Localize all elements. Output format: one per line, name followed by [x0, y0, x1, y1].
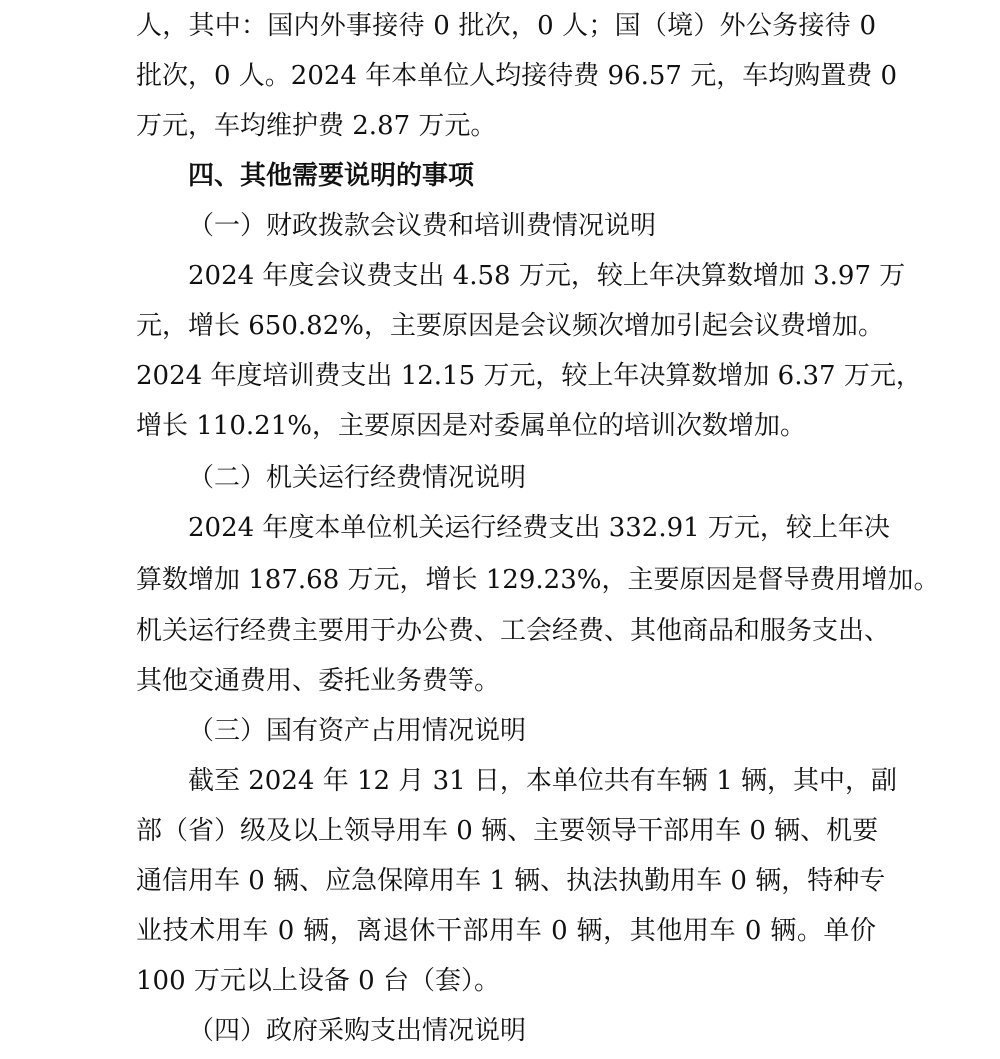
paragraph-line: 元，增长 650.82%，主要原因是会议频次增加引起会议费增加。: [136, 311, 884, 341]
paragraph-line: 增长 110.21%，主要原因是对委属单位的培训次数增加。: [136, 411, 806, 441]
paragraph-line: 机关运行经费主要用于办公费、工会经费、其他商品和服务支出、: [136, 616, 891, 646]
section-heading: 四、其他需要说明的事项: [188, 161, 475, 191]
paragraph-line: 截至 2024 年 12 月 31 日，本单位共有车辆 1 辆，其中，副: [188, 766, 897, 796]
subsection-heading: （四）政府采购支出情况说明: [188, 1016, 527, 1046]
subsection-heading: （三）国有资产占用情况说明: [188, 716, 527, 746]
paragraph-line: 2024 年度会议费支出 4.58 万元，较上年决算数增加 3.97 万: [188, 261, 906, 291]
paragraph-line: 2024 年度本单位机关运行经费支出 332.91 万元，较上年决: [188, 513, 890, 543]
paragraph-line: 部（省）级及以上领导用车 0 辆、主要领导干部用车 0 辆、机要: [136, 816, 879, 846]
paragraph-line: 算数增加 187.68 万元，增长 129.23%，主要原因是督导费用增加。: [136, 565, 940, 595]
paragraph-line: 通信用车 0 辆、应急保障用车 1 辆、执法执勤用车 0 辆，特种专: [136, 866, 886, 896]
subsection-heading: （二）机关运行经费情况说明: [188, 463, 527, 493]
paragraph-line: 批次，0 人。2024 年本单位人均接待费 96.57 元，车均购置费 0: [136, 61, 898, 91]
paragraph-line: 其他交通费用、委托业务费等。: [136, 666, 501, 696]
paragraph-line: 万元，车均维护费 2.87 万元。: [136, 111, 497, 141]
paragraph-line: 100 万元以上设备 0 台（套）。: [136, 966, 500, 996]
subsection-heading: （一）财政拨款会议费和培训费情况说明: [188, 211, 657, 241]
paragraph-line: 人，其中：国内外事接待 0 批次，0 人；国（境）外公务接待 0: [136, 11, 876, 41]
paragraph-line: 2024 年度培训费支出 12.15 万元，较上年决算数增加 6.37 万元，: [136, 361, 922, 391]
paragraph-line: 业技术用车 0 辆，离退休干部用车 0 辆，其他用车 0 辆。单价: [136, 916, 876, 946]
